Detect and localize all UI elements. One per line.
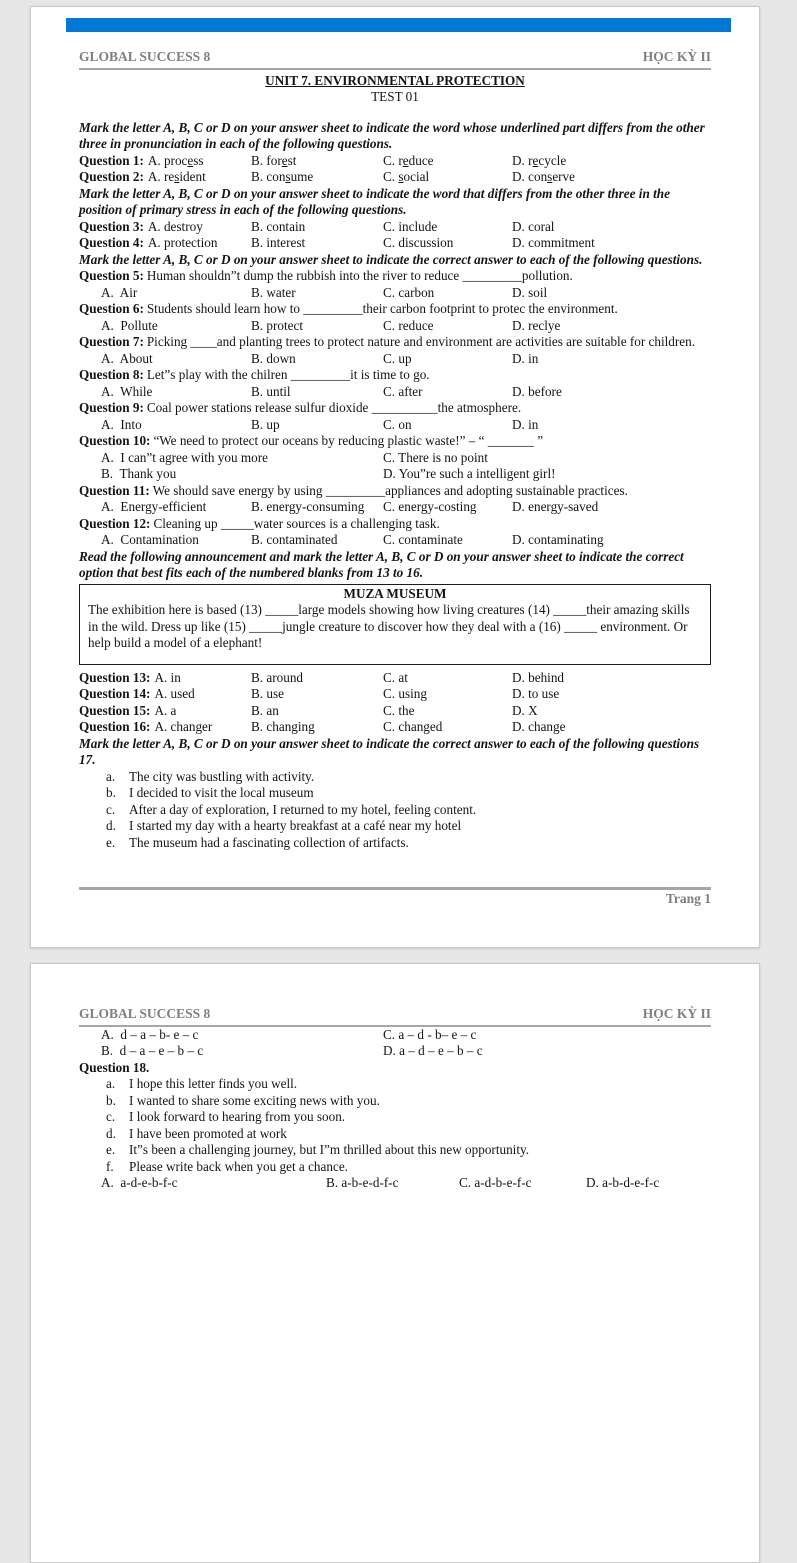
page-2 [30,963,760,1563]
q18-item-c: c. I look forward to hearing from you soon. [106,1109,346,1124]
option-a: A. While [101,383,153,399]
option-b: B. use [251,686,284,701]
cloze-passage-box [79,584,711,665]
option-b: B. forest [251,152,297,168]
question-5-stem: Question 5: Human shouldn”t dump the rubbish into the river to reduce _________pollution. [79,268,573,283]
question-14-label: Question 14: [79,686,151,701]
question-18-options [79,1175,711,1192]
option-b: B. d – a – e – b – c [101,1043,204,1058]
option-b: B. around [251,669,304,685]
doc-header [79,1006,711,1027]
doc-subtitle: TEST 01 [371,89,419,104]
option-c: C. up [383,350,412,366]
question-10-options-row-1 [79,450,711,467]
option-a: A. Contamination [101,532,199,547]
question-12-stem: Question 12: Cleaning up _____water sources is a challenging task. [79,515,440,531]
option-d: D. before [512,383,562,399]
question-15-row [79,703,711,720]
option-b: B. Thank you [101,466,177,481]
option-c: C. include [383,218,438,234]
option-b: B. energy-consuming [251,499,365,514]
q18-item-e: e. It”s been a challenging journey, but I”m thrilled about this new opportunity. [106,1142,530,1157]
q17-item-a: a. The city was bustling with activity. [106,768,315,784]
option-c: C. social [383,169,430,184]
option-a: A. resident [147,169,206,184]
option-d: D. in [512,416,539,432]
option-b: B. water [251,284,296,300]
question-14-row [79,686,711,703]
doc-header-left: GLOBAL SUCCESS 8 [79,1006,211,1021]
question-16-row [79,719,711,736]
option-d: D. conserve [512,169,576,184]
option-b: B. until [251,383,291,399]
option-a: A. process [147,152,204,168]
option-d: D. commitment [512,235,595,250]
option-d: D. coral [512,218,555,234]
question-18-label: Question 18. [79,1059,150,1075]
option-a: A. Energy-efficient [101,499,207,514]
option-d: D. soil [512,284,548,300]
doc-title: UNIT 7. ENVIRONMENTAL PROTECTION [265,72,525,88]
question-8-stem: Question 8: Let”s play with the chilren _________it is time to go. [79,367,430,382]
option-c: C. after [383,383,423,399]
option-d: D. change [512,719,566,734]
option-a: A. Air [101,284,138,300]
option-d: D. behind [512,669,565,685]
option-b: B. changing [251,719,315,734]
option-d: D. X [512,702,538,718]
question-9-stem: Question 9: Coal power stations release sulfur dioxide __________the atmosphere. [79,400,522,415]
option-a: A. in [154,669,181,685]
option-c: C. contaminate [383,532,463,547]
option-c: C. discussion [383,235,454,250]
question-9-options [79,417,711,434]
option-b: B. down [251,350,296,366]
option-a: A. protection [147,235,218,250]
accent-bar [66,18,731,32]
option-b: B. protect [251,317,304,333]
option-a: A. Pollute [101,317,158,333]
option-d: D. a-b-d-e-f-c [586,1175,660,1190]
question-17-options-row-1 [79,1027,711,1044]
q17-item-c: c. After a day of exploration, I returned to my hotel, feeling content. [106,801,477,817]
option-a: A. destroy [147,218,203,234]
option-a: A. d – a – b- e – c [101,1026,199,1042]
option-c: C. a-d-b-e-f-c [459,1175,532,1190]
option-a: A. used [154,686,195,701]
question-17-options-row-2 [79,1043,711,1060]
option-d: D. in [512,350,539,366]
question-3-label: Question 3: [79,218,144,234]
option-d: D. recycle [512,152,567,168]
option-b: B. contaminated [251,532,338,547]
question-6-stem: Question 6: Students should learn how to _________their carbon footprint to protec the environment. [79,301,618,316]
q18-item-d: d. I have been promoted at work [106,1125,287,1141]
option-c: C. There is no point [383,449,488,465]
cloze-body: The exhibition here is based (13) _____large models showing how living creatures (14) _____their amazing skills in the wild. Dress up like (15) _____jungle creature to discover how they deal with a (16) _____ environment. Or help build a model of a elephant! [88,602,690,650]
option-c: C. carbon [383,284,435,300]
option-b: B. a-b-e-d-f-c [326,1175,399,1190]
question-10-stem: Question 10: “We need to protect our oceans by reducing plastic waste!” – “ _______ ” [79,433,544,448]
option-a: A. I can”t agree with you more [101,449,268,465]
option-a: A. a-d-e-b-f-c [101,1175,178,1190]
q18-item-a: a. I hope this letter finds you well. [106,1076,298,1091]
option-a: A. About [101,350,153,366]
option-d: D. You”re such a intelligent girl! [383,466,556,481]
q17-item-d: d. I started my day with a hearty breakfast at a café near my hotel [106,818,462,833]
question-7-options [79,351,711,368]
option-c: C. reduce [383,152,434,168]
doc-header-right: HỌC KỲ II [642,49,711,64]
option-c: C. changed [383,719,443,734]
question-4-label: Question 4: [79,235,144,250]
page-number-label: Trang 1 [665,891,711,906]
cloze-title: MUZA MUSEUM [343,585,447,601]
option-c: C. reduce [383,317,434,333]
option-b: B. up [251,416,280,432]
doc-header-right: HỌC KỲ II [642,1006,711,1021]
instruction-pronunciation: Mark the letter A, B, C or D on your answer sheet to indicate the word whose underlined part differs from the other three in pronunciation in each of the following questions. [79,119,705,151]
question-12-options [79,532,711,549]
instruction-stress: Mark the letter A, B, C or D on your answer sheet to indicate the word that differs from the other three in the position of primary stress in each of the following questions. [79,185,670,217]
option-b: B. interest [251,235,306,250]
option-c: C. at [383,669,408,685]
question-2-label: Question 2: [79,169,144,184]
q18-item-b: b. I wanted to share some exciting news with you. [106,1092,380,1108]
question-11-stem: Question 11: We should save energy by using _________appliances and adopting sustainable practices. [79,482,628,498]
question-5-options [79,285,711,302]
question-1-label: Question 1: [79,152,144,168]
option-d: D. contaminating [512,532,604,547]
option-d: D. to use [512,686,560,701]
option-c: C. energy-costing [383,499,477,514]
question-11-options [79,499,711,516]
question-10-options-row-2 [79,466,711,483]
question-7-stem: Question 7: Picking ____and planting trees to protect nature and environment are activities are suitable for children. [79,334,696,349]
option-a: A. changer [154,719,213,734]
question-4-row [79,235,711,252]
q17-item-e: e. The museum had a fascinating collection of artifacts. [106,834,409,850]
page-1-footer [79,887,711,907]
question-8-options [79,384,711,401]
option-a: A. Into [101,416,142,432]
option-b: B. contain [251,218,306,234]
doc-header [79,49,711,70]
option-c: C. the [383,702,415,718]
question-2-row [79,169,711,186]
instruction-cloze: Read the following announcement and mark the letter A, B, C or D on your answer sheet to indicate the correct option that best fits each of the numbered blanks from 13 to 16. [79,548,684,580]
question-6-options [79,318,711,335]
q18-item-f: f. Please write back when you get a chance. [106,1158,348,1174]
option-c: C. a – d - b– e – c [383,1026,477,1042]
page-1 [30,6,760,948]
option-b: B. an [251,702,279,718]
question-1-row [79,153,711,170]
question-16-label: Question 16: [79,719,151,734]
instruction-question-17: Mark the letter A, B, C or D on your answer sheet to indicate the correct answer to each of the following questions 17. [79,735,700,767]
option-d: D. reclye [512,317,561,333]
option-d: D. energy-saved [512,499,599,514]
question-13-label: Question 13: [79,669,151,685]
question-3-row [79,219,711,236]
option-d: D. a – d – e – b – c [383,1043,483,1058]
instruction-correct-answer: Mark the letter A, B, C or D on your answer sheet to indicate the correct answer to each of the following questions. [79,251,703,267]
question-15-label: Question 15: [79,702,151,718]
option-c: C. on [383,416,412,432]
q17-item-b: b. I decided to visit the local museum [106,785,314,800]
option-a: A. a [154,702,177,718]
option-b: B. consume [251,169,314,184]
question-13-row [79,670,711,687]
option-c: C. using [383,686,427,701]
doc-header-left: GLOBAL SUCCESS 8 [79,49,211,64]
